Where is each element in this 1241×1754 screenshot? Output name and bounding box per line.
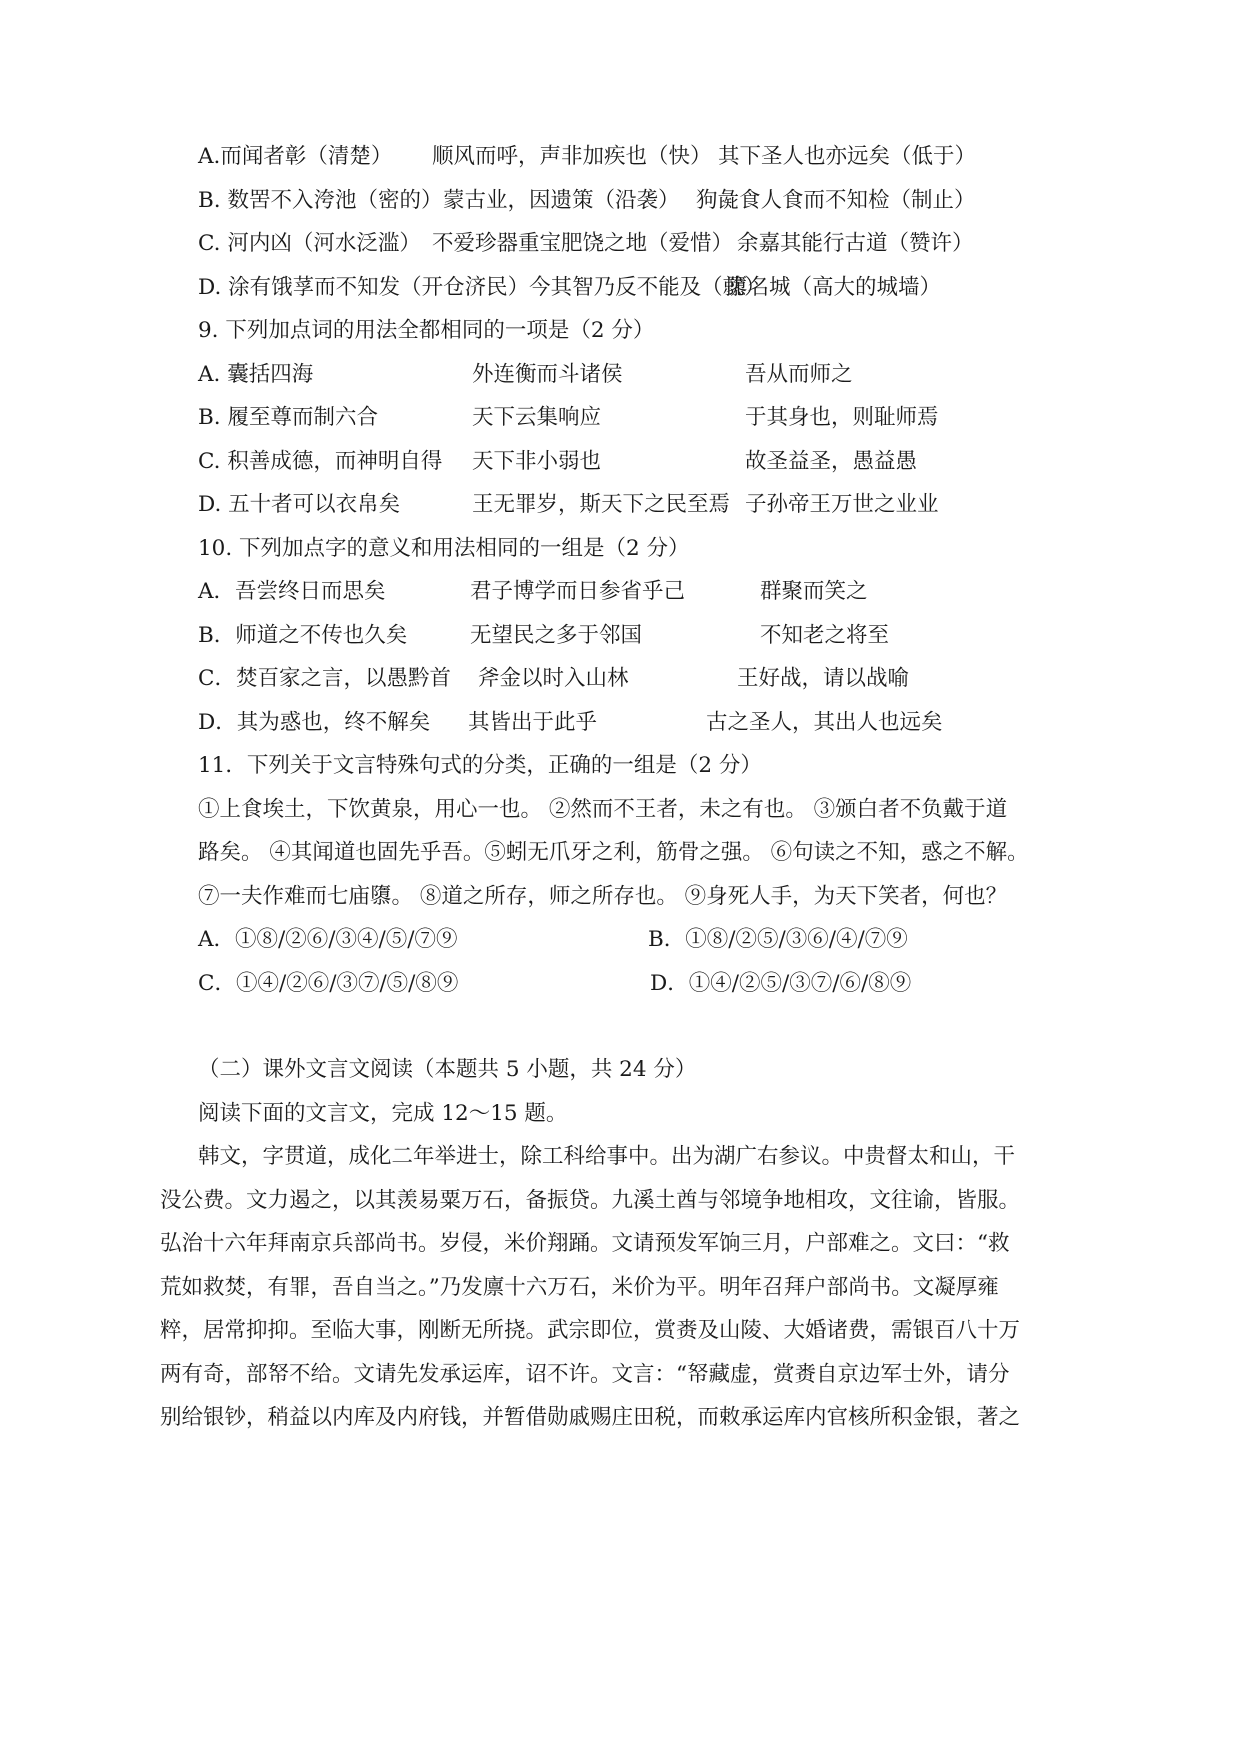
q11-sentences-text-2: 路矣。 ④其闻道也固先乎吾。⑤蚓无爪牙之利，筋骨之强。 ⑥句读之不知，惑之不解。	[198, 840, 1029, 865]
q8-option-a-item-1: A.而闻者彰（清楚）	[198, 144, 393, 169]
q8-option-c-item-2: 不爱珍器重宝肥饶之地（爱惜）	[432, 231, 734, 256]
q11-option-b: B．①⑧/②⑤/③⑥/④/⑦⑨	[648, 927, 908, 952]
q9-option-d-item-3: 子孙帝王万世之业业	[745, 492, 939, 517]
q9-option-d-item-2: 王无罪岁，斯天下之民至焉	[472, 492, 731, 517]
section2-instruction-text: 阅读下面的文言文，完成 12～15 题。	[198, 1101, 568, 1126]
q10-option-a-item-3: 群聚而笑之	[760, 579, 868, 604]
q8-option-b-item-1: B. 数罟不入洿池（密的）	[198, 188, 443, 213]
q10-option-c-item-1: C．焚百家之言，以愚黔首	[198, 666, 451, 691]
q8-option-d-item-3: 隳名城（高大的城墙）	[726, 275, 942, 300]
q9-option-a-item-1: A. 囊括四海	[198, 362, 314, 387]
q9-option-c-item-3: 故圣益圣，愚益愚	[745, 449, 918, 474]
q10-option-d-item-2: 其皆出于此乎	[468, 710, 598, 735]
q11-option-a: A．①⑧/②⑥/③④/⑤/⑦⑨	[198, 927, 458, 952]
q8-option-c-item-1: C. 河内凶（河水泛滥）	[198, 231, 421, 256]
q10-option-d-item-1: D．其为惑也，终不解矣	[198, 710, 431, 735]
passage-text-1: 韩文，字贯道，成化二年举进士，除工科给事中。出为湖广右参议。中贵督太和山，干	[198, 1144, 1016, 1169]
q8-option-c-item-3: 余嘉其能行古道（赞许）	[737, 231, 974, 256]
q9-option-b-item-2: 天下云集响应	[472, 405, 602, 430]
q9-option-c-item-1: C. 积善成德，而神明自得	[198, 449, 443, 474]
q11-stem-text: 11．下列关于文言特殊句式的分类，正确的一组是（2 分）	[198, 753, 762, 778]
passage-text-5: 粹，居常抑抑。至临大事，刚断无所挠。武宗即位，赏赉及山陵、大婚诸费，需银百八十万	[160, 1318, 1021, 1343]
q10-option-c-item-3: 王好战，请以战喻	[737, 666, 910, 691]
section2-heading-text: （二）课外文言文阅读（本题共 5 小题，共 24 分）	[198, 1057, 697, 1082]
q8-option-b-item-2: 蒙古业，因遗策（沿袭）	[443, 188, 680, 213]
q10-option-b-item-3: 不知老之将至	[760, 623, 890, 648]
q8-option-a-item-2: 顺风而呼，声非加疾也（快）	[432, 144, 712, 169]
passage-text-3: 弘治十六年拜南京兵部尚书。岁侵，米价翔踊。文请预发军饷三月，户部难之。文曰：“救	[160, 1231, 1010, 1256]
q9-option-b-item-1: B. 履至尊而制六合	[198, 405, 378, 430]
passage-text-2: 没公费。文力遏之，以其羡易粟万石，备振贷。九溪土酋与邻境争地相攻，文往谕，皆服。	[160, 1188, 1021, 1213]
q8-option-b-item-3: 狗彘食人食而不知检（制止）	[696, 188, 976, 213]
q10-option-b-item-2: 无望民之多于邻国	[470, 623, 643, 648]
q9-option-d-item-1: D. 五十者可以衣帛矣	[198, 492, 401, 517]
q11-sentences-text-1: ①上食埃土，下饮黄泉，用心一也。 ②然而不王者，未之有也。 ③颁白者不负戴于道	[198, 797, 1008, 822]
q10-option-d-item-3: 古之圣人，其出人也远矣	[706, 710, 943, 735]
passage-text-7: 别给银钞，稍益以内库及内府钱，并暂借勋戚赐庄田税，而敕承运库内官核所积金银，著之	[160, 1405, 1021, 1430]
q11-sentences-text-3: ⑦一夫作难而七庙隳。 ⑧道之所存，师之所存也。 ⑨身死人手，为天下笑者，何也？	[198, 884, 1008, 909]
q10-option-a-item-1: A．吾尝终日而思矣	[198, 579, 386, 604]
q11-option-c: C．①④/②⑥/③⑦/⑤/⑧⑨	[198, 971, 459, 996]
q9-option-b-item-3: 于其身也，则耻师焉	[745, 405, 939, 430]
passage-text-6: 两有奇，部帑不给。文请先发承运库，诏不许。文言：“帑藏虚，赏赉自京边军士外，请分	[160, 1362, 1010, 1387]
q9-option-a-item-2: 外连衡而斗诸侯	[472, 362, 623, 387]
q9-option-c-item-2: 天下非小弱也	[472, 449, 602, 474]
q9-stem-text: 9. 下列加点词的用法全都相同的一项是（2 分）	[198, 318, 655, 343]
q10-option-c-item-2: 斧金以时入山林	[478, 666, 629, 691]
q11-option-d: D．①④/②⑤/③⑦/⑥/⑧⑨	[650, 971, 912, 996]
q10-option-a-item-2: 君子博学而日参省乎己	[470, 579, 686, 604]
q8-option-d-item-1: D. 涂有饿莩而不知发（开仓济民）今其智乃反不能及（就）	[198, 275, 766, 300]
q10-stem-text: 10. 下列加点字的意义和用法相同的一组是（2 分）	[198, 536, 690, 561]
q10-option-b-item-1: B．师道之不传也久矣	[198, 623, 408, 648]
passage-text-4: 荒如救焚，有罪，吾自当之。”乃发廪十六万石，米价为平。明年召拜户部尚书。文凝厚雍	[160, 1275, 999, 1300]
q9-option-a-item-3: 吾从而师之	[745, 362, 853, 387]
q8-option-a-item-3: 其下圣人也亦远矣（低于）	[718, 144, 977, 169]
